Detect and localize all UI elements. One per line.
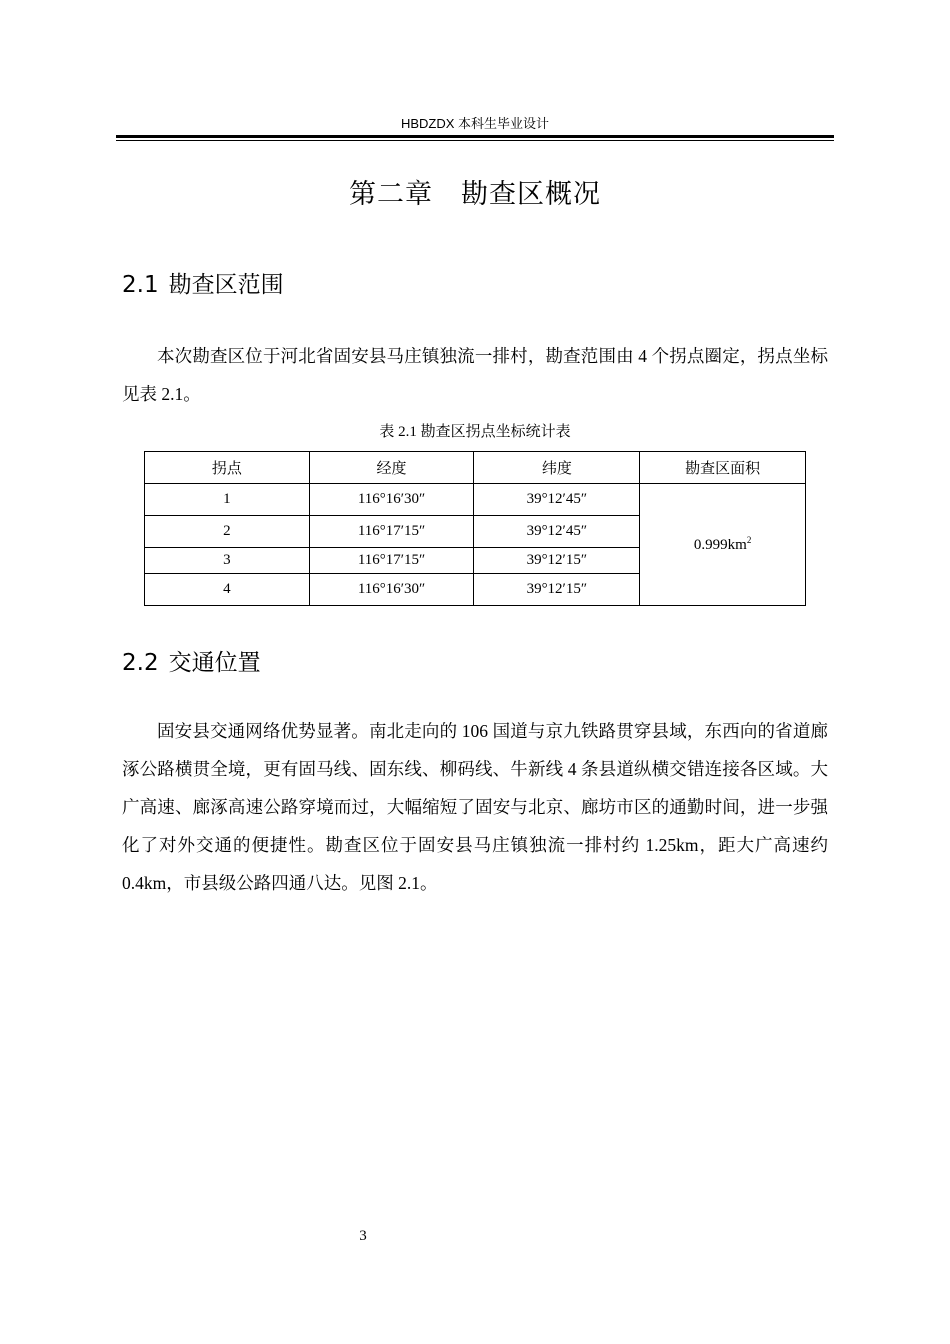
section-number: 2.2: [122, 650, 159, 676]
coordinate-table: [144, 451, 806, 606]
cell-point: 2: [145, 516, 310, 548]
section-title: 勘查区范围: [168, 272, 284, 298]
section-heading-2-1: [122, 266, 284, 299]
section-heading-2-2: [122, 644, 261, 677]
cell-longitude: 116°16′30″: [309, 484, 474, 516]
cell-point: 3: [145, 548, 310, 574]
cell-point: 1: [145, 484, 310, 516]
area-value: 0.999km: [693, 537, 747, 553]
section-title: 交通位置: [168, 650, 261, 676]
cell-point: 4: [145, 574, 310, 606]
cell-latitude: 39°12′45″: [474, 516, 640, 548]
cell-longitude: 116°17′15″: [309, 516, 474, 548]
column-header-point: 拐点: [145, 452, 310, 484]
cell-longitude: 116°17′15″: [309, 548, 474, 574]
header-rule-thin: [116, 140, 834, 141]
section-2-1-paragraph: 本次勘查区位于河北省固安县马庄镇独流一排村，勘查范围由 4 个拐点圈定，拐点坐标见表 2.1。: [122, 346, 828, 404]
cell-longitude: 116°16′30″: [309, 574, 474, 606]
section-2-2-paragraph: 固安县交通网络优势显著。南北走向的 106 国道与京九铁路贯穿县域，东西向的省道廊涿公路横贯全境，更有固马线、固东线、柳码线、牛新线 4 条县道纵横交错连接各区域。大广高速、廊涿高速公路穿境而过，大幅缩短了固安与北京、廊坊市区的通勤时间，进一步强化了对外交通的便捷性。勘查区位于固安县马庄镇独流一排村约 1.25km，距大广高速约 0.4km，市县级公路四通八达。见图 2.1。: [122, 721, 828, 893]
cell-area: [640, 484, 806, 606]
cell-latitude: 39°12′15″: [474, 574, 640, 606]
column-header-latitude: 纬度: [474, 452, 640, 484]
running-header: HBDZDX 本科生毕业设计: [400, 116, 550, 131]
table-header-row: [145, 452, 806, 484]
table-row: [145, 484, 806, 516]
table-caption: 表 2.1 勘查区拐点坐标统计表: [379, 424, 571, 440]
area-unit-exponent: 2: [746, 535, 752, 545]
column-header-area: 勘查区面积: [640, 452, 806, 484]
page-number: 3: [359, 1228, 367, 1244]
chapter-title: 第二章 勘查区概况: [349, 179, 601, 210]
section-number: 2.1: [122, 272, 159, 298]
column-header-longitude: 经度: [309, 452, 474, 484]
header-rule-thick: [116, 135, 834, 138]
cell-latitude: 39°12′45″: [474, 484, 640, 516]
cell-latitude: 39°12′15″: [474, 548, 640, 574]
